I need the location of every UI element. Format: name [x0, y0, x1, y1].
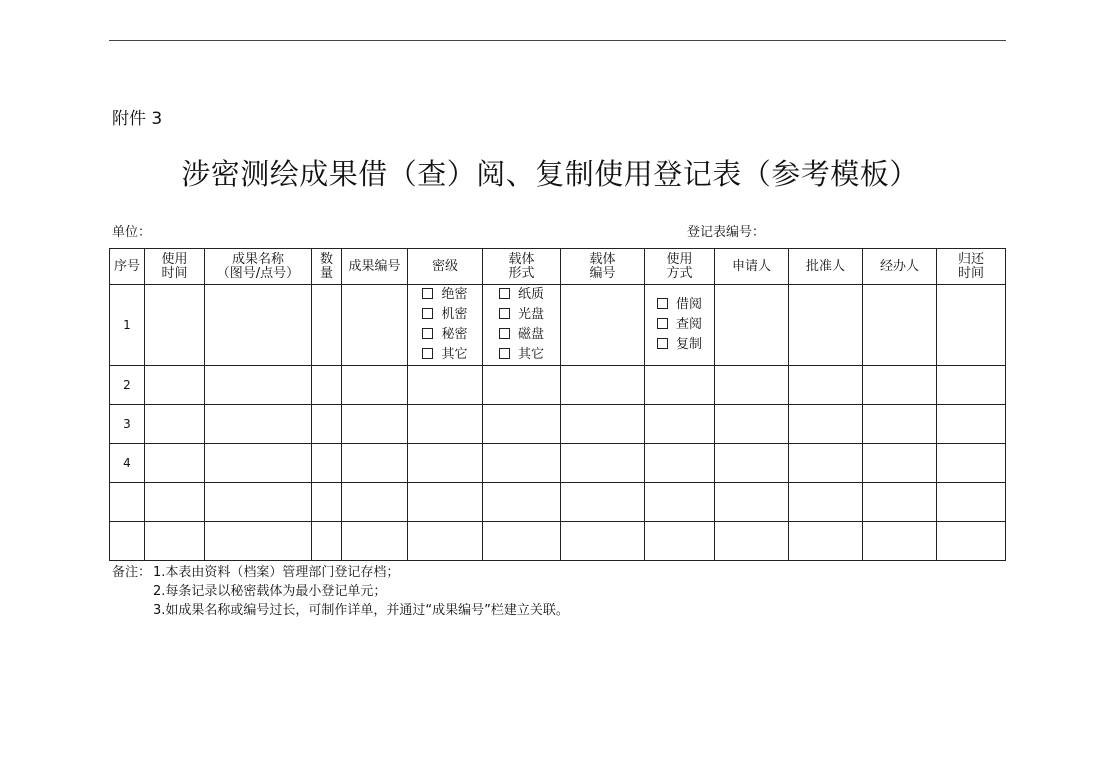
checkbox-icon[interactable] — [499, 348, 510, 359]
col-header-return-time: 归还 时间 — [937, 249, 1006, 285]
cell-carrier-form[interactable] — [483, 522, 561, 561]
cell-result-no[interactable] — [342, 483, 408, 522]
cell-result-no[interactable] — [342, 522, 408, 561]
table-row — [110, 444, 1006, 483]
cell-quantity[interactable] — [312, 522, 342, 561]
checkbox-icon[interactable] — [422, 328, 433, 339]
option-copy[interactable]: 复制 — [657, 335, 702, 355]
cell-applicant[interactable] — [715, 483, 789, 522]
cell-classification[interactable] — [408, 483, 483, 522]
cell-quantity[interactable] — [312, 405, 342, 444]
usage-options — [657, 295, 702, 355]
cell-applicant[interactable] — [715, 285, 789, 366]
cell-result-name[interactable] — [205, 366, 312, 405]
table-row — [110, 522, 1006, 561]
cell-carrier-form[interactable] — [483, 405, 561, 444]
cell-carrier-form — [483, 285, 561, 366]
col-header-carrier-form: 载体 形式 — [483, 249, 561, 285]
cell-result-name[interactable] — [205, 444, 312, 483]
checkbox-icon[interactable] — [499, 308, 510, 319]
col-header-seq: 序号 — [110, 249, 145, 285]
cell-result-no[interactable] — [342, 366, 408, 405]
col-header-quantity: 数 量 — [312, 249, 342, 285]
cell-approver[interactable] — [789, 285, 863, 366]
cell-return-time[interactable] — [937, 285, 1006, 366]
cell-use-time[interactable] — [145, 366, 205, 405]
cell-handler[interactable] — [863, 444, 937, 483]
cell-carrier-no[interactable] — [561, 285, 645, 366]
unit-label: 单位： — [112, 225, 152, 240]
note-item: 备注： 1.本表由资料（档案）管理部门登记存档； — [112, 565, 400, 580]
option-consult[interactable]: 查阅 — [657, 315, 702, 335]
cell-usage-method[interactable] — [645, 405, 715, 444]
note-item: 3.如成果名称或编号过长，可制作详单，并通过“成果编号”栏建立关联。 — [153, 603, 569, 618]
header-row — [110, 249, 1006, 285]
col-header-classification: 密级 — [408, 249, 483, 285]
cell-carrier-no[interactable] — [561, 405, 645, 444]
checkbox-icon[interactable] — [657, 298, 668, 309]
cell-applicant[interactable] — [715, 444, 789, 483]
cell-classification[interactable] — [408, 405, 483, 444]
cell-usage-method[interactable] — [645, 444, 715, 483]
option-optical-disc[interactable]: 光盘 — [499, 305, 544, 325]
cell-result-name[interactable] — [205, 522, 312, 561]
table-row — [110, 405, 1006, 444]
cell-applicant[interactable] — [715, 405, 789, 444]
cell-classification[interactable] — [408, 366, 483, 405]
cell-quantity[interactable] — [312, 483, 342, 522]
cell-result-no[interactable] — [342, 444, 408, 483]
attachment-label: 附件 3 — [112, 109, 163, 129]
row-number: 1 — [110, 285, 145, 366]
cell-handler[interactable] — [863, 405, 937, 444]
cell-classification[interactable] — [408, 444, 483, 483]
cell-handler[interactable] — [863, 366, 937, 405]
option-confidential[interactable]: 机密 — [422, 305, 467, 325]
cell-carrier-no[interactable] — [561, 444, 645, 483]
cell-approver[interactable] — [789, 366, 863, 405]
option-borrow[interactable]: 借阅 — [657, 295, 702, 315]
cell-quantity[interactable] — [312, 444, 342, 483]
checkbox-icon[interactable] — [657, 338, 668, 349]
cell-return-time[interactable] — [937, 444, 1006, 483]
cell-return-time[interactable] — [937, 522, 1006, 561]
cell-classification[interactable] — [408, 522, 483, 561]
register-number-label: 登记表编号： — [687, 225, 766, 240]
checkbox-icon[interactable] — [657, 318, 668, 329]
option-other-carrier[interactable]: 其它 — [499, 345, 544, 365]
header-rule — [109, 40, 1006, 41]
table-row — [110, 285, 1006, 366]
checkbox-icon[interactable] — [422, 288, 433, 299]
classification-options — [422, 285, 467, 365]
cell-carrier-no[interactable] — [561, 522, 645, 561]
cell-result-name[interactable] — [205, 483, 312, 522]
cell-handler[interactable] — [863, 522, 937, 561]
cell-approver[interactable] — [789, 405, 863, 444]
option-secret[interactable]: 秘密 — [422, 325, 467, 345]
cell-usage-method[interactable] — [645, 366, 715, 405]
cell-quantity[interactable] — [312, 285, 342, 366]
registration-table — [109, 248, 1006, 561]
cell-carrier-form[interactable] — [483, 444, 561, 483]
row-number — [110, 483, 145, 522]
cell-result-name[interactable] — [205, 285, 312, 366]
cell-use-time[interactable] — [145, 285, 205, 366]
cell-classification — [408, 285, 483, 366]
form-title: 涉密测绘成果借（查）阅、复制使用登记表（参考模板） — [181, 157, 919, 191]
notes-section — [112, 563, 569, 620]
cell-quantity[interactable] — [312, 366, 342, 405]
cell-applicant[interactable] — [715, 522, 789, 561]
cell-handler[interactable] — [863, 483, 937, 522]
col-header-usage-method: 使用 方式 — [645, 249, 715, 285]
cell-use-time[interactable] — [145, 483, 205, 522]
table-row — [110, 483, 1006, 522]
option-other-classification[interactable]: 其它 — [422, 345, 467, 365]
col-header-handler: 经办人 — [863, 249, 937, 285]
option-top-secret[interactable]: 绝密 — [422, 285, 467, 305]
row-number — [110, 522, 145, 561]
col-header-approver: 批准人 — [789, 249, 863, 285]
carrier-options — [499, 285, 544, 365]
cell-usage-method — [645, 285, 715, 366]
col-header-applicant: 申请人 — [715, 249, 789, 285]
cell-applicant[interactable] — [715, 366, 789, 405]
cell-return-time[interactable] — [937, 366, 1006, 405]
cell-usage-method[interactable] — [645, 483, 715, 522]
notes-label: 备注： — [112, 565, 152, 580]
cell-use-time[interactable] — [145, 444, 205, 483]
option-magnetic-disk[interactable]: 磁盘 — [499, 325, 544, 345]
checkbox-icon[interactable] — [422, 348, 433, 359]
col-header-result-name: 成果名称 （图号/点号） — [205, 249, 312, 285]
option-paper[interactable]: 纸质 — [499, 285, 544, 305]
col-header-carrier-no: 载体 编号 — [561, 249, 645, 285]
table-row — [110, 366, 1006, 405]
cell-return-time[interactable] — [937, 405, 1006, 444]
cell-approver[interactable] — [789, 483, 863, 522]
cell-result-name[interactable] — [205, 405, 312, 444]
row-number: 3 — [110, 405, 145, 444]
row-number: 4 — [110, 444, 145, 483]
cell-result-no[interactable] — [342, 285, 408, 366]
cell-use-time[interactable] — [145, 522, 205, 561]
checkbox-icon[interactable] — [499, 328, 510, 339]
cell-result-no[interactable] — [342, 405, 408, 444]
checkbox-icon[interactable] — [499, 288, 510, 299]
col-header-use-time: 使用 时间 — [145, 249, 205, 285]
cell-carrier-form[interactable] — [483, 483, 561, 522]
cell-use-time[interactable] — [145, 405, 205, 444]
cell-approver[interactable] — [789, 522, 863, 561]
cell-return-time[interactable] — [937, 483, 1006, 522]
note-item: 2.每条记录以秘密载体为最小登记单元； — [153, 584, 387, 599]
checkbox-icon[interactable] — [422, 308, 433, 319]
cell-carrier-no[interactable] — [561, 483, 645, 522]
row-number: 2 — [110, 366, 145, 405]
cell-carrier-no[interactable] — [561, 366, 645, 405]
cell-carrier-form[interactable] — [483, 366, 561, 405]
cell-handler[interactable] — [863, 285, 937, 366]
cell-approver[interactable] — [789, 444, 863, 483]
cell-usage-method[interactable] — [645, 522, 715, 561]
col-header-result-no: 成果编号 — [342, 249, 408, 285]
